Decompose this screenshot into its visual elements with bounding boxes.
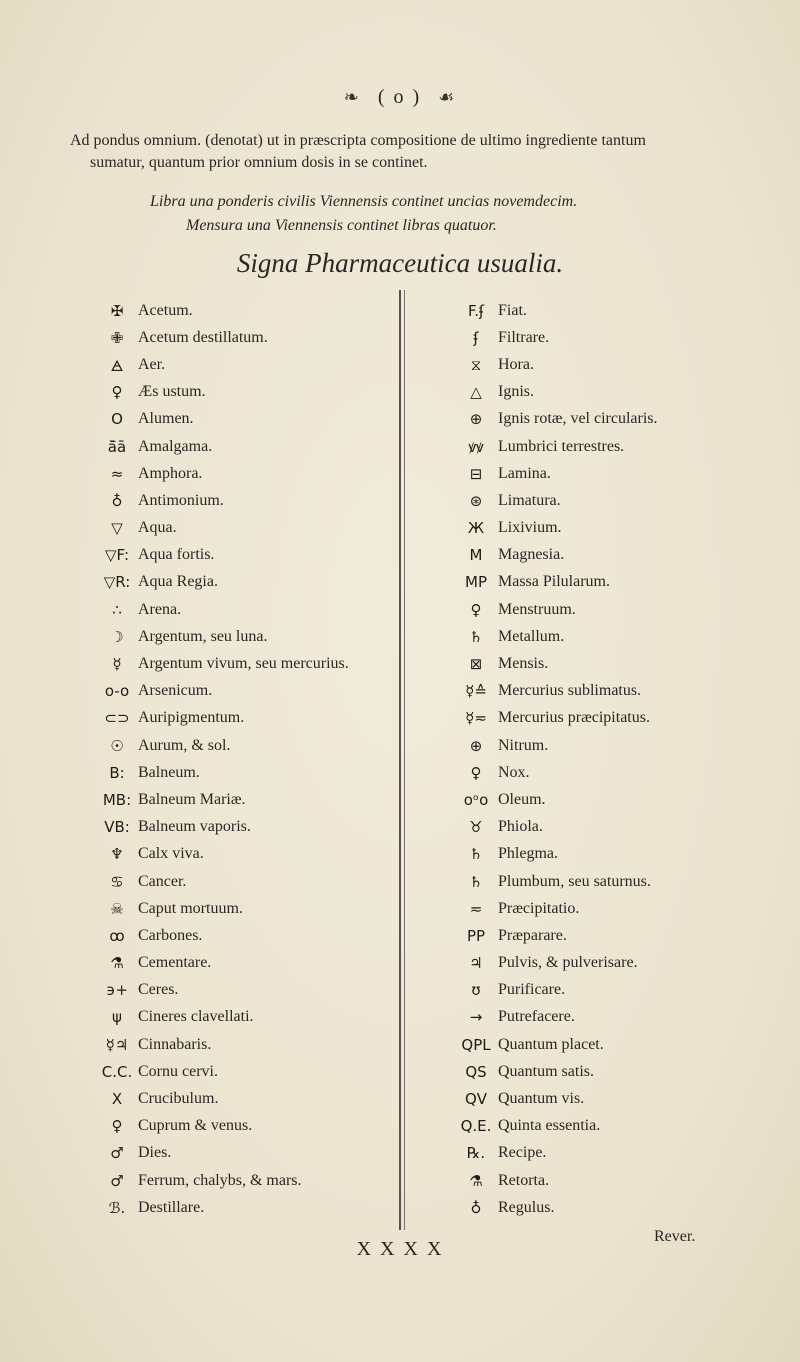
sign-symbol-icon: ♀ [470, 600, 482, 619]
sign-symbol-icon: ♁ [111, 491, 123, 510]
sign-entry [456, 868, 756, 895]
sign-entry [98, 950, 398, 977]
sign-symbol-icon: ϶+ [106, 981, 128, 1000]
italic-line-2: Mensura una Viennensis continet libras quatuor. [186, 217, 497, 234]
sign-symbol-icon: Q.E. [460, 1117, 492, 1136]
sign-entry [456, 977, 756, 1004]
sign-entry [98, 406, 398, 433]
sign-symbol-icon: QPL [461, 1035, 491, 1054]
sign-symbol-icon: ▽F: [104, 546, 130, 565]
sign-label: Retorta. [498, 1171, 550, 1189]
sign-symbol-icon: o-o [104, 682, 130, 701]
sign-entry [456, 379, 756, 406]
sign-symbol-icon: ♉ [469, 818, 483, 837]
sign-label: Præparare. [498, 926, 567, 944]
sign-entry [98, 868, 398, 895]
sign-entry [456, 569, 756, 596]
sign-label: Aqua Regia. [138, 573, 218, 591]
sign-label: Carbones. [138, 926, 203, 944]
sign-symbol-icon: ☿♃ [105, 1035, 129, 1054]
sign-label: Filtrare. [498, 328, 550, 346]
sign-entry [98, 351, 398, 378]
sign-symbol-icon: ≂ [469, 899, 483, 918]
sign-label: Nox. [498, 763, 530, 781]
sign-label: Cuprum & venus. [138, 1117, 253, 1135]
right-ornament-icon: ☙ [438, 87, 457, 107]
left-column [98, 297, 398, 1221]
sign-symbol-icon: ⊟ [469, 464, 483, 483]
sign-entry [456, 433, 756, 460]
sign-symbol-icon: ♋ [110, 872, 124, 891]
sign-symbol-icon: ψ [112, 1008, 122, 1027]
sign-label: Balneum. [138, 763, 200, 781]
sign-entry [98, 922, 398, 949]
sign-symbol-icon: MP [465, 573, 487, 592]
sign-symbol-icon: ⊛ [469, 491, 483, 510]
sign-symbol-icon: ꝏ [109, 926, 125, 945]
sign-symbol-icon: ℬ. [108, 1198, 126, 1217]
sign-symbol-icon: ♂ [110, 1171, 124, 1190]
sign-symbol-icon: ≈ [110, 464, 124, 483]
sign-label: Oleum. [498, 790, 546, 808]
sign-label: Acetum destillatum. [138, 328, 268, 346]
column-divider-inner [404, 290, 405, 1230]
sign-symbol-icon: ⊕ [469, 736, 483, 755]
sign-label: Fiat. [498, 301, 527, 319]
sign-label: Balneum vaporis. [138, 818, 251, 836]
sign-entry [456, 1004, 756, 1031]
sign-symbol-icon: ʄ [473, 328, 479, 347]
sign-entry [98, 650, 398, 677]
sign-symbol-icon: X [111, 1090, 123, 1109]
sign-symbol-icon: QV [464, 1090, 488, 1109]
sign-label: Aurum, & sol. [138, 736, 231, 754]
sign-entry [98, 732, 398, 759]
sign-symbol-icon: ♀ [470, 763, 482, 782]
sign-label: Plumbum, seu saturnus. [498, 872, 651, 890]
sign-entry [456, 623, 756, 650]
sign-entry [456, 759, 756, 786]
sign-entry [456, 515, 756, 542]
italic-notes [150, 190, 710, 238]
sign-label: Mercurius sublimatus. [498, 682, 642, 700]
sign-label: Putrefacere. [498, 1008, 575, 1026]
sign-entry [98, 678, 398, 705]
sign-symbol-icon: ʊ [471, 981, 481, 1000]
sign-label: Recipe. [498, 1144, 547, 1162]
sign-label: Caput mortuum. [138, 899, 243, 917]
right-column [456, 297, 756, 1221]
sign-label: Hora. [498, 355, 534, 373]
sign-label: Metallum. [498, 627, 565, 645]
sign-entry [456, 814, 756, 841]
sign-symbol-icon: ♀ [111, 383, 123, 402]
sign-symbol-icon: M [469, 546, 483, 565]
sign-label: Regulus. [498, 1198, 555, 1216]
sign-label: Arena. [138, 600, 182, 618]
sign-symbol-icon: ♃ [469, 954, 483, 973]
sign-entry [98, 786, 398, 813]
catchword: X X X X [356, 1238, 444, 1260]
intro-paragraph [60, 130, 750, 174]
sign-label: Mercurius præcipitatus. [498, 709, 650, 727]
sign-label: Amalgama. [138, 437, 213, 455]
sign-label: Lamina. [498, 464, 551, 482]
sign-label: Cancer. [138, 872, 187, 890]
sign-label: Argentum vivum, seu mercurius. [138, 655, 349, 673]
sign-label: Præcipitatio. [498, 899, 580, 917]
sign-symbol-icon: △ [470, 383, 482, 402]
sign-label: Massa Pilularum. [498, 573, 610, 591]
sign-label: Alumen. [138, 410, 194, 428]
sign-entry [98, 542, 398, 569]
sign-label: Aer. [138, 355, 166, 373]
sign-entry [98, 895, 398, 922]
sign-symbol-icon: ♄ [469, 845, 483, 864]
sign-entry [456, 1194, 756, 1221]
sign-label: Ignis. [498, 383, 534, 401]
sign-entry [456, 460, 756, 487]
sign-entry [456, 841, 756, 868]
sign-entry [98, 1031, 398, 1058]
sign-entry [456, 487, 756, 514]
sign-symbol-icon: ▽R: [103, 573, 131, 592]
sign-entry [98, 297, 398, 324]
sign-label: Quantum placet. [498, 1035, 604, 1053]
sign-entry [456, 1031, 756, 1058]
sign-label: Auripigmentum. [138, 709, 245, 727]
section-title: Signa Pharmaceutica usualia. [236, 248, 564, 278]
sign-entry [98, 1140, 398, 1167]
sign-entry [98, 841, 398, 868]
sign-label: Argentum, seu luna. [138, 627, 268, 645]
sign-entry [98, 1085, 398, 1112]
sign-symbol-icon: ∴ [112, 600, 122, 619]
intro-line-1: Ad pondus omnium. (denotat) ut in præscripta compositione de ultimo ingrediente tantum [70, 132, 646, 149]
sign-label: Æs ustum. [138, 383, 206, 401]
sign-label: Ceres. [138, 981, 179, 999]
sign-label: Phlegma. [498, 845, 558, 863]
sign-entry [456, 895, 756, 922]
sign-entry [98, 705, 398, 732]
sign-entry [98, 1167, 398, 1194]
sign-entry [456, 1058, 756, 1085]
sign-entry [456, 950, 756, 977]
sign-entry [456, 705, 756, 732]
sign-entry [456, 732, 756, 759]
sign-symbol-icon: MB: [102, 790, 132, 809]
sign-symbol-icon: ☿≂ [465, 709, 487, 728]
sign-symbol-icon: ⚗ [469, 1171, 483, 1190]
sign-symbol-icon: ♀ [111, 1117, 123, 1136]
page-marker: ( o ) [377, 86, 422, 108]
sign-entry [456, 406, 756, 433]
sign-label: Cornu cervi. [138, 1062, 218, 1080]
sign-label: Quantum satis. [498, 1062, 594, 1080]
sign-symbol-icon: ⊕ [469, 410, 483, 429]
sign-label: Ferrum, chalybs, & mars. [138, 1171, 302, 1189]
sign-entry [456, 678, 756, 705]
sign-symbol-icon: PP [466, 926, 486, 945]
sign-entry [98, 324, 398, 351]
sign-entry [456, 1140, 756, 1167]
sign-label: Aqua. [138, 519, 177, 537]
sign-label: Cementare. [138, 954, 212, 972]
sign-label: Acetum. [138, 301, 193, 319]
sign-label: Ignis rotæ, vel circularis. [498, 410, 658, 428]
sign-label: Destillare. [138, 1198, 205, 1216]
sign-symbol-icon: ℞. [466, 1144, 486, 1163]
sign-symbol-icon: ✠ [110, 301, 124, 320]
sign-label: Lixivium. [498, 519, 562, 537]
sign-label: Lumbrici terrestres. [498, 437, 625, 455]
sign-label: Crucibulum. [138, 1090, 219, 1108]
sign-symbol-icon: ✙ [110, 328, 124, 347]
sign-label: Amphora. [138, 464, 203, 482]
sign-label: Calx viva. [138, 845, 204, 863]
sign-symbol-icon: ⊠ [469, 655, 483, 674]
sign-symbol-icon: ⧖ [470, 355, 482, 374]
rever-note: Rever. [654, 1228, 696, 1245]
sign-label: Magnesia. [498, 546, 565, 564]
sign-entry [456, 596, 756, 623]
sign-symbol-icon: ☽ [110, 627, 124, 646]
intro-line-2: sumatur, quantum prior omnium dosis in se continet. [90, 154, 428, 171]
left-ornament-icon: ❧ [343, 87, 361, 107]
sign-symbol-icon: 🜁 [110, 357, 124, 376]
sign-entry [98, 1058, 398, 1085]
sign-entry [98, 460, 398, 487]
sign-label: Cineres clavellati. [138, 1008, 254, 1026]
sign-symbol-icon: ♂ [110, 1144, 124, 1163]
sign-symbol-icon: ꝟꝟ [468, 437, 484, 456]
sign-symbol-icon: ☿ [112, 655, 122, 674]
sign-entry [456, 297, 756, 324]
sign-symbol-icon: ♄ [469, 872, 483, 891]
sign-symbol-icon: B: [109, 763, 125, 782]
column-divider [399, 290, 401, 1230]
sign-label: Quinta essentia. [498, 1117, 601, 1135]
sign-label: Dies. [138, 1144, 172, 1162]
sign-entry [98, 623, 398, 650]
sign-entry [98, 1004, 398, 1031]
sign-entry [456, 922, 756, 949]
sign-entry [456, 786, 756, 813]
italic-line-1: Libra una ponderis civilis Viennensis continet uncias novemdecim. [150, 193, 578, 210]
sign-symbol-icon: C.C. [101, 1062, 133, 1081]
sign-label: Pulvis, & pulverisare. [498, 954, 638, 972]
sign-symbol-icon: ⚗ [110, 954, 124, 973]
sign-entry [456, 650, 756, 677]
sign-entry [456, 1085, 756, 1112]
sign-label: Quantum vis. [498, 1090, 585, 1108]
sign-symbol-icon: ♆ [110, 845, 124, 864]
sign-entry [98, 814, 398, 841]
sign-entry [456, 1167, 756, 1194]
sign-label: Aqua fortis. [138, 546, 215, 564]
sign-symbol-icon: VB: [104, 818, 130, 837]
sign-label: Cinnabaris. [138, 1035, 212, 1053]
sign-symbol-icon: ☠ [110, 899, 124, 918]
sign-entry [98, 433, 398, 460]
page-header [0, 86, 800, 109]
sign-symbol-icon: Ж [467, 519, 485, 538]
sign-symbol-icon: O [111, 410, 123, 429]
sign-symbol-icon: QS [465, 1062, 487, 1081]
sign-symbol-icon: F.ʄ [467, 301, 485, 320]
sign-entry [98, 977, 398, 1004]
sign-symbol-icon: ☿≙ [465, 682, 487, 701]
sign-entry [98, 1194, 398, 1221]
sign-entry [98, 596, 398, 623]
sign-entry [98, 1113, 398, 1140]
sign-symbol-icon: ā̄ā [107, 437, 127, 456]
sign-label: Arsenicum. [138, 682, 213, 700]
sign-label: Limatura. [498, 491, 561, 509]
sign-symbol-icon: ♁ [470, 1198, 482, 1217]
sign-label: Phiola. [498, 818, 543, 836]
sign-symbol-icon: oᵒo [463, 790, 489, 809]
sign-entry [98, 759, 398, 786]
sign-entry [456, 351, 756, 378]
sign-symbol-icon: ⊂⊃ [104, 709, 130, 728]
sign-symbol-icon: ▽ [111, 519, 123, 538]
sign-entry [456, 542, 756, 569]
sign-symbol-icon: ♄ [469, 627, 483, 646]
sign-label: Nitrum. [498, 736, 549, 754]
sign-entry [98, 515, 398, 542]
sign-entry [456, 324, 756, 351]
sign-symbol-icon: ☉ [110, 736, 124, 755]
sign-label: Mensis. [498, 655, 549, 673]
sign-entry [98, 487, 398, 514]
sign-symbol-icon: → [469, 1008, 483, 1027]
sign-label: Menstruum. [498, 600, 576, 618]
sign-label: Purificare. [498, 981, 566, 999]
sign-label: Antimonium. [138, 491, 224, 509]
sign-label: Balneum Mariæ. [138, 790, 246, 808]
sign-entry [456, 1113, 756, 1140]
sign-entry [98, 569, 398, 596]
sign-entry [98, 379, 398, 406]
